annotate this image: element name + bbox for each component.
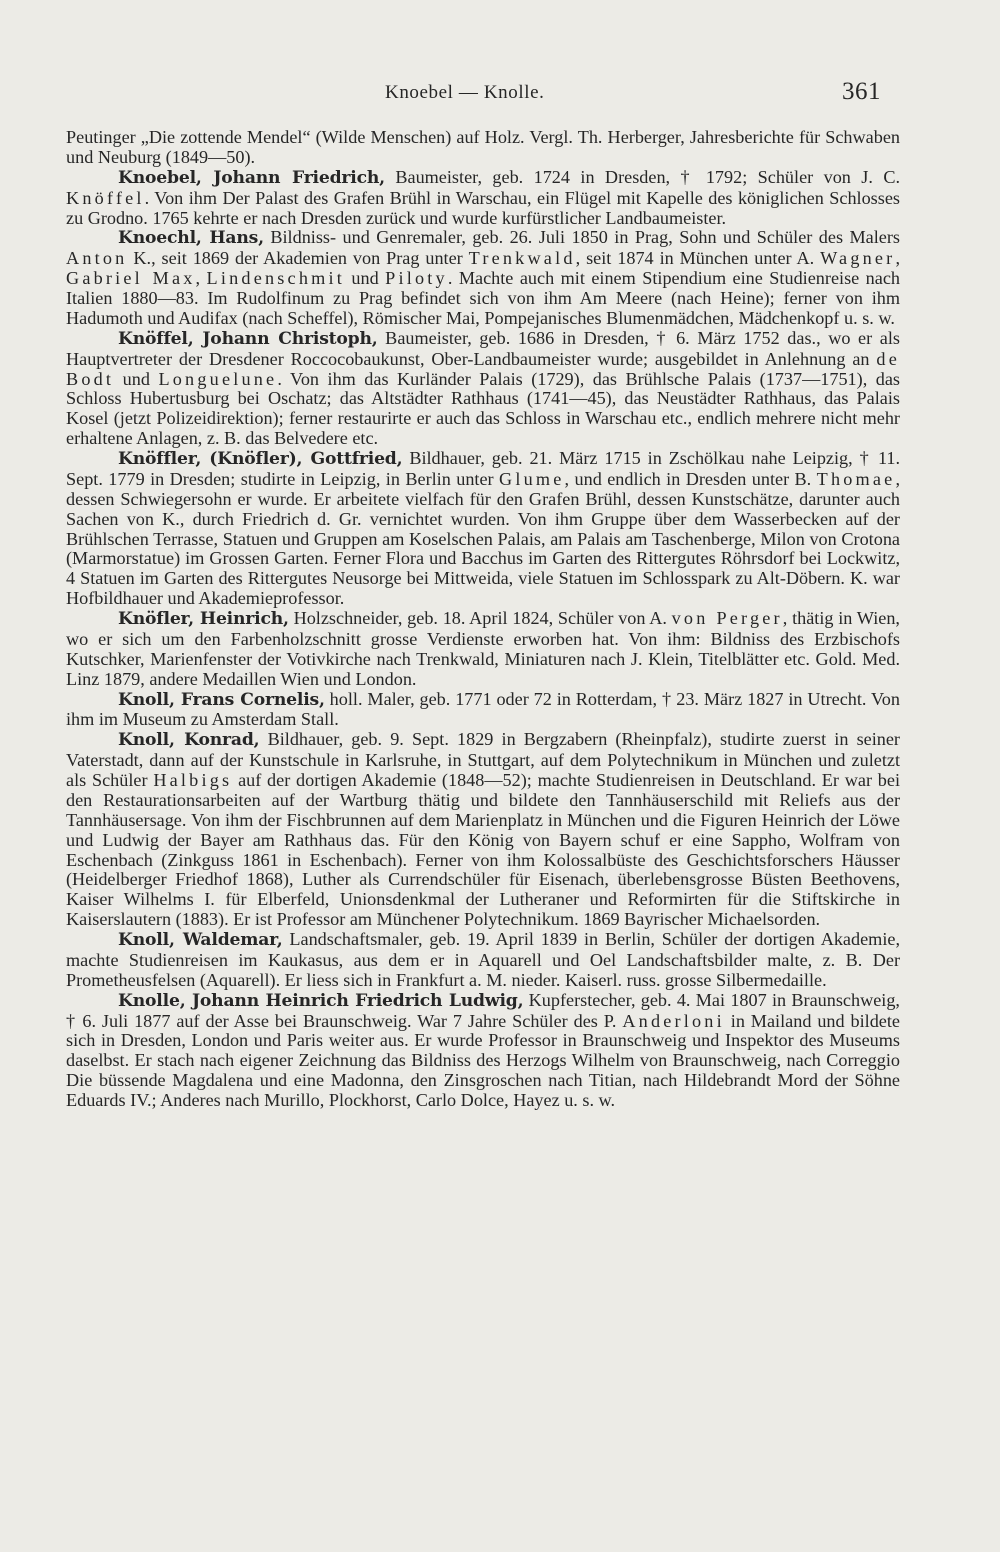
spaced-name: Knöffel [66,187,145,208]
entry-headword: Knöffler, (Knöfler), Gottfried, [118,449,403,469]
spaced-name: Anderloni [622,1010,725,1031]
entry-text: und [114,368,159,389]
spaced-name: Gabriel Max [66,268,196,289]
spaced-name: Wagner [820,248,896,269]
spaced-name: Halbigs [153,770,233,790]
spaced-name: de Bodt [66,348,900,389]
entry-text: und [344,268,386,289]
entry-knoeffler [66,449,900,609]
entry-headword: Knoebel, Johann Friedrich, [118,167,385,188]
entry-text: . Von ihm das Kurländer Palais (1729), das Brühlsche Palais (1737—1751), das Schloss Hubertusburg bei Oschatz; das Altstädter Rathhaus (1741—45), das Neustädter Rathhaus, das Palais Kosel (jetzt Polizeidirektion); ferner restaurirte er auch das Schloss in Warschau etc., endlich mehrere nicht mehr erhaltene Anlagen, z. B. das Belvedere etc. [66,368,901,449]
entry-text: Baumeister, geb. 1686 in Dresden, † 6. März 1752 das., wo er als Hauptvertreter der Dresdener Roccocobaukunst, Ober-Landbaumeister wurde; ausgebildet in Anlehnung an [66,327,900,369]
entry-text: K., seit 1869 der Akademien von Prag unter [127,248,469,269]
entry-headword: Knöfler, Heinrich, [118,609,289,629]
entry-knoeffel [66,329,900,449]
entry-knoll-frans [66,690,900,731]
entry-headword: Knoechl, Hans, [118,228,264,249]
entry-text: , dessen Schwiegersohn er wurde. Er arbeitete vielfach für den Grafen Brühl, dessen Kunstschätze, darunter auch Sachen von K., durch Friedrich d. Gr. vernichtet wurden. Von ihm Gruppe über dem Wasserbecken auf der Brühlschen Terrasse, Statuen und Gruppen am Koselschen Palais, am Palais am Taschenberge, Milon von Crotona (Marmorstatue) im Grossen Garten. Ferner Flora und Bacchus im Garten des Rittergutes Röhrsdorf bei Lockwitz, 4 Statuen im Garten des Rittergutes Neusorge bei Mittweida, viele Statuen im Schlosspark zu Alt-Döbern. K. war Hofbildhauer und Akademieprofessor. [66,468,900,609]
entry-knoll-konrad [66,730,900,930]
entry-text: Kupferstecher, geb. 4. Mai 1807 in Braunschweig, † 6. Juli 1877 auf der Asse bei Braunschweig. War 7 Jahre Schüler des P. [66,989,900,1031]
entry-text: Baumeister, geb. 1724 in Dresden, † 1792; Schüler von J. C. [384,166,900,187]
entry-text: . Von ihm Der Palast des Grafen Brühl in Warschau, ein Flügel mit Kapelle des königlichen Schlosses zu Grodno. 1765 kehrte er nach Dresden zurück und wurde kurfürstlicher Landbaumeister. [66,187,900,228]
entry-text: , thätig in Wien, wo er sich um den Farbenholzschnitt grosse Verdienste erworben hat. Von ihm: Bildniss des Erzbischofs Kutschker, Marienfenster der Votivkirche nach Trenkwald, Miniaturen nach J. Klein, Titelblätter etc. Gold. Med. Linz 1879, andere Medaillen Wien und London. [66,608,900,689]
entry-knoechl [66,228,900,328]
spaced-name: Glume [499,468,565,489]
entry-headword: Knoll, Waldemar, [118,930,283,950]
entry-text: in Mailand und bildete sich in Dresden, London und Paris weiter aus. Er wurde Professor in Braunschweig und Inspektor des Museums daselbst. Er stach nach eigener Zeichnung das Bildniss des Herzogs Wilhelm von Braunschweig, nach Correggio Die büssende Magdalena und eine Madonna, den Zinsgroschen nach Titian, nach Hildebrandt Mord der Söhne Eduards IV.; Anderes nach Murillo, Plockhorst, Carlo Dolce, Hayez u. s. w. [66,1010,900,1110]
entry-headword: Knöffel, Johann Christoph, [118,328,378,349]
entry-text: , [895,248,900,269]
entry-headword: Knoll, Konrad, [118,730,260,751]
entry-text: Bildniss- und Genremaler, geb. 26. Juli 1850 in Prag, Sohn und Schüler des Malers [263,227,900,248]
entry-text: Bildhauer, geb. 9. Sept. 1829 in Bergzabern (Rheinpfalz), studirte zuerst in seiner Vaterstadt, dann auf der Kunstschule in Karlsruhe, in Stuttgart, auf dem Polytechnikum in München und zuletzt als Schüler [66,729,900,790]
entry-text: auf der dortigen Akademie (1848—52); machte Studienreisen in Deutschland. Er war bei den Restaurationsarbeiten auf der Wartburg thätig und bildete den Tannhäuserschild mit Reliefs aus der Tannhäusersage. Von ihm der Fischbrunnen auf dem Marienplatz in München und die Figuren Heinrich der Löwe und Ludwig der Bayer am Rathhaus das. Für den König von Bayern schuf er eine Sappho, Wolfram von Eschenbach (Zinkguss 1861 in Eschenbach). Ferner von ihm Kolossalbüste des Geschichtsforschers Häusser (Heidelberger Friedhof 1868), Luther als Currendschüler für Eisenach, überlebensgrosse Büsten Beethovens, Kaiser Wilhelms I. für Elberfeld, Unionsdenkmal der Lutheraner und Reformirten für die Stiftskirche in Kaiserslautern (1883). Er ist Professor am Münchener Polytechnikum. 1869 Bayrischer Michaelsorden. [66,770,900,930]
page-number: 361 [842,78,881,105]
running-title: Knoebel — Knolle. [385,82,545,103]
entry-text: holl. Maler, geb. 1771 oder 72 in Rotterdam, † 23. März 1827 in Utrecht. Von ihm im Museum zu Amsterdam Stall. [66,688,900,730]
entry-text: Bildhauer, geb. 21. März 1715 in Zschölkau nahe Leipzig, † 11. Sept. 1779 in Dresden; studirte in Leipzig, in Berlin unter [66,448,900,489]
lexicon-entries [66,128,900,1111]
entry-knoefler [66,609,900,690]
running-head [0,78,1000,112]
spaced-name: Thomae [816,468,896,489]
entry-text: Landschaftsmaler, geb. 19. April 1839 in Berlin, Schüler der dortigen Akademie, machte Studienreisen im Kaukasus, aus dem er in Aquarell und Oel Landschaftsbilder malte, z. B. Der Prometheusfelsen (Aquarell). Er liess sich in Frankfurt a. M. nieder. Kaiserl. russ. grosse Silbermedaille. [66,929,900,990]
entry-text: . Machte auch mit einem Stipendium eine Studienreise nach Italien 1880—83. Im Rudolfinum zu Prag befindet sich von ihm Am Meere (nach Heine); ferner von ihm Hadumoth und Audifax (nach Scheffel), Römischer Mai, Pompejanisches Blumenmädchen, Mädchenkopf u. s. w. [66,268,901,328]
entry-text: , [195,268,207,289]
entry-text: , und endlich in Dresden unter B. [564,468,817,489]
entry-knolle [66,991,900,1111]
entry-text: Peutinger „Die zottende Mendel“ (Wilde Menschen) auf Holz. Vergl. Th. Herberger, Jahresberichte für Schwaben und Neuburg (1849—50). [66,127,900,167]
spaced-name: Lindenschmit [206,268,345,289]
spaced-name: Anton [66,248,128,269]
spaced-name: Piloty [385,268,448,289]
entry-text: , seit 1874 in München unter A. [575,248,821,269]
entry-headword: Knolle, Johann Heinrich Friedrich Ludwig, [118,990,524,1011]
entry-knoll-waldemar [66,930,900,991]
entry-headword: Knoll, Frans Cornelis, [118,689,325,710]
entry-knoebel [66,168,900,229]
spaced-name: von Perger [671,608,783,628]
entry-text: Holzschneider, geb. 18. April 1824, Schüler von A. [288,608,672,628]
entry-continuation [66,128,900,168]
spaced-name: Trenkwald [468,248,576,269]
spaced-name: Longuelune [158,368,278,389]
